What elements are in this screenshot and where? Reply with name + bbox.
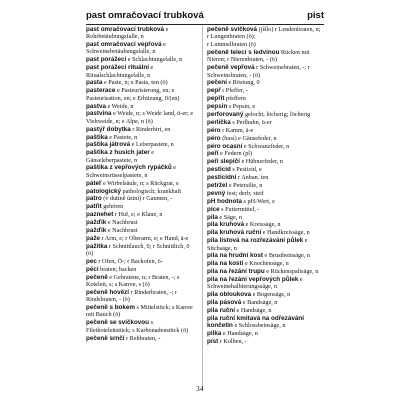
entry-definition: r Lummelbraten (ö) (207, 41, 256, 49)
entry-definition: e Schlachtungsfalle, n (126, 56, 183, 64)
entry-headword: pečení (207, 79, 227, 87)
entry-headword: paštika (86, 133, 108, 141)
entry-headword: pesticid (207, 166, 231, 174)
entry-headword: pila na řezání vepřových půlek (207, 276, 299, 284)
entry-headword: petržel (207, 182, 228, 190)
entry-definition: pathologisch; krankhaft (121, 187, 182, 195)
dictionary-entry (207, 221, 324, 228)
entry-headword: pevný (207, 189, 226, 197)
entry-headword: píst (207, 338, 219, 346)
dictionary-entry (86, 26, 198, 41)
dictionary-entry (86, 289, 198, 304)
entry-headword: péro (207, 134, 221, 142)
dictionary-entry (207, 338, 324, 345)
entry-definition: e Pastete, n (107, 133, 138, 141)
entry-definition: e Weide, n; s Weide land, ü-er; e Viehweide, n; e Alpe, n (ö) (86, 110, 194, 125)
entry-definition: e Brustbeinsäge, n (262, 252, 311, 260)
entry-definition: e Hühnerfeder, n (239, 158, 283, 166)
entry-headword: pečeně hovězí (86, 288, 130, 296)
entry-headword: peří (207, 150, 219, 158)
entry-headword: perforovaný (207, 111, 244, 119)
entry-definition: r Schnittlauch, 0; r Schnittlich, 0 (ö) (86, 242, 190, 258)
dictionary-entry (86, 219, 198, 226)
entry-definition: e Gebratene, n; r Braten, -; s Kotelett, s; s Karree, s (ö) (86, 273, 180, 289)
entry-definition: e Weide, n (105, 102, 134, 110)
entry-definition: r Ofen, Ö-; r Backofen, ö- (96, 257, 163, 265)
dictionary-entry (207, 268, 324, 275)
entry-definition: s Pestizid, e (230, 166, 262, 174)
entry-definition: e Rückenspaltsäge, n (264, 268, 319, 276)
header-first-entry: past omračovací trubková (86, 10, 204, 21)
entry-headword: pečeně telecí s ledvinou (207, 49, 280, 57)
entry-headword: pila kruhová ruční (207, 229, 262, 237)
dictionary-entry (86, 110, 198, 125)
entry-definition: r Anban. ten (236, 174, 269, 182)
dictionary-entry (207, 174, 324, 181)
entry-definition: e Säge, n (217, 213, 242, 221)
entry-headword: pažďík (86, 227, 107, 234)
entry-headword: pasterace (86, 87, 116, 95)
dictionary-entry (207, 150, 324, 157)
header-last-entry: pist (307, 10, 324, 21)
entry-definition: e Pasteurisierung, en; e Pasteurisation, en; e Erhitzung, 0/(en) (86, 87, 180, 102)
dictionary-entry (207, 119, 324, 126)
dictionary-entry (207, 229, 324, 236)
entry-headword: pasta (86, 79, 103, 87)
dictionary-entry (207, 127, 324, 134)
entry-definition: s Filetkotelettstück; s Karbonadenstück (ö) (86, 319, 189, 334)
entry-headword: péro ocasní (207, 142, 243, 150)
dictionary-entry (207, 214, 324, 221)
entry-headword: patro (86, 195, 102, 203)
entry-headword: pečeně srnčí (86, 334, 125, 342)
entry-headword: píce (207, 205, 220, 213)
dictionary-entry (86, 304, 198, 319)
entry-headword: past omračovací vepřová (86, 41, 162, 49)
dictionary-entry (207, 276, 324, 291)
entry-definition: fest; derb; steif (225, 189, 264, 197)
entry-definition: r Rinderhirt, en (130, 125, 171, 133)
entry-headword: paštika z husích jater (86, 149, 150, 157)
dictionary-entry (207, 135, 324, 142)
entry-definition: r Pfeffer, - (220, 87, 248, 95)
entry-definition: e Wirbelsäule, n; s Rückgrat, e (101, 179, 179, 187)
entry-headword: péro (207, 126, 221, 134)
dictionary-entry (86, 87, 198, 102)
dictionary-entry (207, 111, 324, 118)
entry-headword: pastva (86, 102, 106, 110)
entry-definition: e Paste, n; e Pasta, ten (ö) (102, 79, 168, 87)
dictionary-entry (207, 41, 324, 48)
entry-definition: e Handsäge, n (235, 307, 272, 315)
dictionary-entry (207, 291, 324, 298)
entry-headword: paznehet (86, 211, 114, 219)
entry-headword: paštika z vepřových rypáčků (86, 164, 172, 172)
dictionary-entry (86, 56, 198, 63)
dictionary-entry (207, 330, 324, 337)
dictionary-entry (207, 95, 324, 102)
dictionary-entry (207, 79, 324, 86)
dictionary-entry (207, 198, 324, 205)
entry-definition: e Nachbrust (106, 219, 138, 227)
entry-headword: past omračovací trubková (86, 26, 165, 33)
column-divider (202, 26, 203, 390)
dictionary-entry (207, 190, 324, 197)
entry-definition: (v dutině ústní) r Gaumen, - (101, 195, 173, 203)
entry-headword: perlička (207, 118, 231, 126)
entry-definition: braten; backen (98, 265, 137, 273)
dictionary-entry (86, 243, 198, 258)
dictionary-entry (86, 126, 198, 133)
entry-definition: r Huf, e; e Klaue, n (113, 211, 163, 219)
entry-definition: pfeffern (224, 95, 246, 103)
entry-definition: e Handsäge, n (221, 330, 258, 338)
entry-headword: pila listová na rozřezávání půlek (207, 237, 304, 245)
entry-headword: pilka (207, 330, 222, 338)
dictionary-entry (207, 143, 324, 150)
entry-definition: e Nachbrust (106, 227, 138, 234)
dictionary-entry (207, 26, 324, 41)
right-column (207, 26, 324, 346)
dictionary-entry (86, 188, 198, 195)
entry-headword: pesticidní (207, 174, 237, 182)
dictionary-entry (86, 203, 198, 210)
dictionary-entry (207, 307, 324, 314)
entry-definition: r Kamm, ä-e (220, 126, 254, 134)
entry-headword: past porážecí (86, 56, 127, 64)
entry-definition: e Rohrbetäubungsfalle, n (86, 26, 169, 41)
entry-headword: paštika játrová (86, 141, 131, 149)
entry-headword: pepř (207, 87, 221, 95)
entry-definition: e Bogensäge, n (251, 291, 291, 299)
entry-headword: paže (86, 234, 100, 242)
dictionary-entry (86, 235, 198, 242)
entry-definition: s pH-Wert, e (241, 197, 275, 205)
page-number: 34 (196, 384, 204, 393)
dictionary-entry (86, 134, 198, 141)
entry-definition: e Schweinebetäubungsfalle, n (86, 41, 166, 56)
dictionary-entry (207, 87, 324, 94)
dictionary-entry (207, 206, 324, 213)
dictionary-entry (207, 252, 324, 259)
entry-headword: pila kruhová (207, 221, 245, 229)
dictionary-entry (86, 79, 198, 86)
entry-headword: pila na hrudní kost (207, 252, 263, 260)
entry-headword: pastýř dobytka (86, 125, 131, 133)
entry-definition: s Futtermittel, - (219, 205, 260, 213)
entry-definition: e Knochensäge, n (243, 260, 289, 268)
entry-definition: r Arm, e; r Oberarm, e; e Hand, ä-e (100, 234, 189, 242)
dictionary-entry (207, 49, 324, 64)
entry-headword: patřit (86, 203, 102, 211)
entry-headword: pH hodnota (207, 197, 242, 205)
entry-definition: r Rehbraten, - (124, 334, 161, 342)
dictionary-entry (86, 164, 198, 179)
entry-definition: e Ritualschlachtungsfalle, n (86, 64, 154, 79)
dictionary-entry (207, 260, 324, 267)
entry-definition: e Schlossbeinsäge, n (232, 322, 286, 330)
dictionary-entry (207, 299, 324, 306)
dictionary-entry (207, 64, 324, 79)
entry-definition: r Kolben, - (218, 338, 247, 346)
entry-headword: pažďík (86, 219, 107, 227)
dictionary-entry (86, 103, 198, 110)
entry-headword: peří slepičí (207, 158, 240, 166)
entry-definition: gehören (101, 203, 124, 211)
page-header (86, 10, 324, 25)
entry-headword: pepřit (207, 95, 225, 103)
entry-definition: e Schweinsrüsselpastete, n (86, 164, 177, 179)
entry-definition: e Bandsäge, n (241, 299, 278, 307)
dictionary-entry (86, 266, 198, 273)
entry-definition: Rücken mit Nieren; r Nierenbraten, - (ö) (207, 49, 310, 64)
entry-headword: pila pásová (207, 299, 242, 307)
entry-definition: e Handkreissäge, n (261, 229, 310, 237)
entry-definition: e Kreissäge, n (244, 221, 281, 229)
entry-headword: pila na řezání trupu (207, 268, 265, 276)
dictionary-entry (86, 141, 198, 148)
entry-headword: pečeně vepřová (207, 64, 255, 72)
entry-headword: pečeně (86, 273, 108, 281)
entry-headword: patologický (86, 187, 121, 195)
entry-headword: péci (86, 265, 99, 273)
entry-headword: pečeně se svíčkovou (86, 319, 150, 327)
entry-definition: (jíšlo) r Lendenbraten, n; r Lungenbraten (ö); (207, 26, 321, 41)
entry-definition: gelocht; löcherig; löcherig (243, 111, 311, 119)
entry-definition: s Pepsin, e (227, 103, 256, 111)
dictionary-entry (86, 258, 198, 265)
entry-definition: e Stichsäge, n (207, 237, 308, 252)
entry-definition: e Petersilie, n (227, 182, 263, 190)
entry-headword: pečeně svíčková (207, 26, 258, 33)
dictionary-entry (86, 211, 198, 218)
entry-definition: s Mittelstück; s Karree mit Bauch (ö) (86, 304, 193, 319)
entry-headword: past porážecí rituální (86, 64, 149, 72)
entry-headword: pažitka (86, 242, 108, 250)
dictionary-entry (86, 64, 198, 79)
dictionary-entry (207, 158, 324, 165)
entry-headword: páteř (86, 179, 102, 187)
dictionary-entry (86, 274, 198, 289)
entry-definition: r Rinderbraten, -; r Rindsbraten, - (ö) (86, 288, 177, 304)
dictionary-entry (207, 103, 324, 110)
entry-headword: pečeně s bokem (86, 304, 135, 312)
entry-definition: r Schweinebraten, -; r Schweinsbraten, - (ö) (207, 64, 310, 79)
entry-headword: pila ruční (207, 307, 235, 315)
dictionary-entry (207, 237, 324, 252)
entry-definition: e Schwanzfeder, n (242, 142, 290, 150)
entry-definition: (husí) e Gänsefeder, n (220, 134, 277, 142)
dictionary-entry (207, 182, 324, 189)
dictionary-entry (86, 319, 198, 334)
entry-headword: pila (207, 213, 218, 221)
entry-definition: e Federn (pl) (218, 150, 253, 158)
entry-headword: pepsin (207, 103, 228, 111)
entry-headword: pila na kosti (207, 260, 244, 268)
dictionary-entry (86, 195, 198, 202)
entry-headword: pastvina (86, 110, 112, 118)
entry-headword: pila ruční kmitavá na odřezávání končetin (207, 314, 304, 330)
entry-definition: e Röstung, 0 (226, 79, 260, 87)
left-column (86, 26, 198, 342)
dictionary-entry (86, 41, 198, 56)
entry-headword: pec (86, 257, 97, 265)
entry-definition: e Gänseleberpastete, n (86, 149, 154, 164)
dictionary-entry (86, 149, 198, 164)
dictionary-entry (207, 166, 324, 173)
entry-definition: e Schweinehalbierungssäge, n (207, 276, 303, 291)
dictionary-entry (207, 315, 324, 330)
dictionary-entry (86, 335, 198, 342)
entry-headword: pila obloukova (207, 291, 252, 299)
dictionary-entry (86, 227, 198, 234)
entry-definition: e Leberpastete, n (130, 141, 174, 149)
dictionary-entry (86, 180, 198, 187)
entry-definition: s Perlhuhn, ü-er (230, 118, 272, 126)
